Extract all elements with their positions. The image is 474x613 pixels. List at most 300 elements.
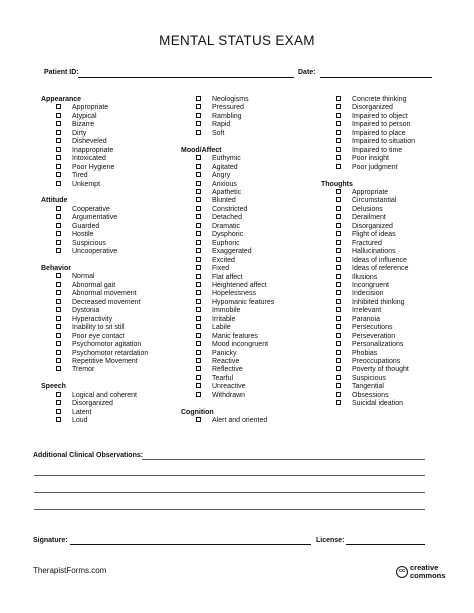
column-1 (41, 96, 148, 426)
checklist-item (181, 189, 274, 197)
checklist-item-label: Tremor (72, 366, 95, 374)
checklist-item (41, 307, 148, 315)
checklist-item-label: Paranoia (352, 315, 381, 323)
checklist-item (181, 265, 274, 273)
checkbox[interactable] (56, 316, 61, 321)
section-heading-attitude: Attitude (41, 197, 68, 205)
checklist-item-label: Hopelessness (212, 290, 256, 298)
checkbox[interactable] (196, 383, 201, 388)
license-field[interactable] (346, 544, 425, 545)
license-label: License: (316, 537, 345, 544)
checklist-item (41, 164, 148, 172)
checklist-item (41, 223, 148, 231)
checkbox[interactable] (56, 206, 61, 211)
checkbox[interactable] (56, 282, 61, 287)
checkbox[interactable] (56, 417, 61, 422)
checkbox[interactable] (196, 265, 201, 270)
checklist-item (181, 206, 274, 214)
section-heading-behavior: Behavior (41, 265, 71, 273)
checklist-item-label: Ideas of influence (352, 256, 407, 264)
checklist-item (41, 358, 148, 366)
checklist-item-label: Disorganized (352, 104, 393, 112)
checkbox[interactable] (56, 138, 61, 143)
cc-line1: creative (410, 563, 439, 572)
checkbox[interactable] (336, 383, 341, 388)
checkbox[interactable] (336, 265, 341, 270)
checkbox[interactable] (336, 231, 341, 236)
checklist-item (321, 138, 415, 146)
checklist-item (321, 113, 415, 121)
checklist-item (181, 223, 274, 231)
observations-line-1[interactable] (142, 459, 425, 460)
checkbox[interactable] (56, 121, 61, 126)
checkbox[interactable] (196, 307, 201, 312)
checklist-item-label: Soft (212, 129, 225, 137)
patient-id-field[interactable] (78, 77, 294, 78)
checklist-item-label: Hallucinations (352, 248, 396, 256)
checklist-item (321, 104, 415, 112)
checklist-item-label: Unreactive (212, 383, 246, 391)
checkbox[interactable] (196, 104, 201, 109)
checkbox[interactable] (336, 130, 341, 135)
checklist-item-label: Dystonia (72, 307, 100, 315)
checklist-item (321, 400, 415, 408)
checkbox[interactable] (56, 366, 61, 371)
checklist-item-label: Tearful (212, 374, 234, 382)
checklist-item (41, 366, 148, 374)
checklist-item (181, 375, 274, 383)
checkbox[interactable] (56, 299, 61, 304)
checkbox[interactable] (56, 273, 61, 278)
checkbox[interactable] (336, 223, 341, 228)
checkbox[interactable] (196, 341, 201, 346)
checkbox[interactable] (336, 147, 341, 152)
checklist-item-label: Impaired to place (352, 129, 406, 137)
checklist-item (41, 113, 148, 121)
page-title: MENTAL STATUS EXAM (159, 33, 315, 48)
checklist-item-label: Flight of ideas (352, 231, 396, 239)
checklist-item-label: Exaggerated (212, 248, 252, 256)
checklist-item-label: Concrete thinking (352, 96, 407, 103)
checklist-item-label: Agitated (212, 163, 238, 171)
checkbox[interactable] (56, 155, 61, 160)
checkbox[interactable] (336, 290, 341, 295)
section-heading-cognition: Cognition (181, 408, 214, 416)
checkbox[interactable] (336, 206, 341, 211)
checkbox[interactable] (336, 324, 341, 329)
checklist-item-label: Personalizations (352, 341, 404, 349)
checklist-item (181, 341, 274, 349)
checklist-item-label: Reflective (212, 366, 243, 374)
checklist-item (181, 316, 274, 324)
checklist-item (41, 138, 148, 146)
observations-line-3[interactable] (34, 492, 425, 493)
checklist-item-label: Uncooperative (72, 248, 118, 256)
checklist-item (181, 155, 274, 163)
checklist-item (321, 375, 415, 383)
checklist-item (181, 366, 274, 374)
checkbox[interactable] (336, 366, 341, 371)
checklist-item (321, 350, 415, 358)
checklist-item-label: Suspicious (352, 374, 386, 382)
checklist-item-label: Tangential (352, 383, 384, 391)
checkbox[interactable] (196, 231, 201, 236)
cc-line2: commons (410, 571, 446, 580)
checklist-item (41, 392, 148, 400)
checklist-item-label: Abnormal gait (72, 281, 116, 289)
checklist-item (321, 223, 415, 231)
checkbox[interactable] (56, 392, 61, 397)
checklist-item (41, 299, 148, 307)
checkbox[interactable] (196, 223, 201, 228)
checkbox[interactable] (196, 299, 201, 304)
checkbox[interactable] (56, 147, 61, 152)
checklist-item (321, 206, 415, 214)
checkbox[interactable] (196, 214, 201, 219)
checklist-item (181, 121, 274, 129)
checkbox[interactable] (196, 316, 201, 321)
checklist-item-label: Disorganized (72, 400, 113, 408)
checklist-item (181, 350, 274, 358)
cc-icon: cc (396, 566, 408, 578)
checkbox[interactable] (336, 113, 341, 118)
checklist-item (321, 96, 415, 104)
checkbox[interactable] (336, 299, 341, 304)
checkbox[interactable] (336, 189, 341, 194)
section-heading-speech: Speech (41, 383, 66, 391)
checkbox[interactable] (56, 248, 61, 253)
checklist-item-label: Poor Hygiene (72, 163, 115, 171)
checkbox[interactable] (56, 223, 61, 228)
checkbox[interactable] (336, 341, 341, 346)
checkbox[interactable] (336, 316, 341, 321)
checklist-item-label: Abnormal movement (72, 290, 137, 298)
checkbox[interactable] (56, 409, 61, 414)
checklist-item-label: Euphoric (212, 239, 240, 247)
checkbox[interactable] (196, 197, 201, 202)
checklist-item-label: Euthymic (212, 155, 241, 163)
checklist-item-label: Rambling (212, 112, 242, 120)
checklist-item-label: Anxious (212, 180, 237, 188)
checklist-item (181, 324, 274, 332)
checklist-item (321, 392, 415, 400)
checklist-item-label: Pressured (212, 104, 244, 112)
checklist-item-label: Inability to sit still (72, 324, 125, 332)
checkbox[interactable] (336, 274, 341, 279)
checklist-item (321, 257, 415, 265)
checkbox[interactable] (336, 104, 341, 109)
checkbox[interactable] (196, 206, 201, 211)
checkbox[interactable] (196, 290, 201, 295)
checklist-item (181, 417, 274, 425)
checkbox[interactable] (196, 96, 201, 101)
checklist-item (41, 316, 148, 324)
checklist-item-label: Appropriate (72, 104, 109, 112)
checklist-item (321, 366, 415, 374)
checklist-item-label: Suspicious (72, 239, 106, 247)
checklist-item (41, 214, 148, 222)
checklist-item-label: Dirty (72, 129, 87, 137)
checklist-item (321, 147, 415, 155)
checkbox[interactable] (336, 333, 341, 338)
checkbox[interactable] (336, 375, 341, 380)
checklist-item (41, 282, 148, 290)
checklist-item (321, 231, 415, 239)
section-heading-thoughts: Thoughts (321, 180, 353, 188)
checklist-item-label: Manic features (212, 332, 258, 340)
checklist-item (41, 121, 148, 129)
checklist-item (41, 273, 148, 281)
checkbox[interactable] (196, 240, 201, 245)
checkbox[interactable] (336, 358, 341, 363)
checklist-item (321, 358, 415, 366)
checkbox[interactable] (336, 214, 341, 219)
checklist-item (321, 274, 415, 282)
signature-field[interactable] (70, 544, 311, 545)
observations-line-4[interactable] (34, 509, 425, 510)
checkbox[interactable] (196, 324, 201, 329)
checklist-item-label: Normal (72, 273, 95, 281)
checklist-item (321, 248, 415, 256)
checklist-item-label: Unkempt (72, 180, 101, 188)
checklist-item-label: Immobile (212, 307, 241, 315)
checklist-item (41, 400, 148, 408)
checklist-item-label: Indecision (352, 290, 384, 298)
checklist-item-label: Impaired to situation (352, 138, 416, 146)
checklist-item (321, 265, 415, 273)
checklist-item-label: Neologisms (212, 96, 249, 103)
checkbox[interactable] (336, 138, 341, 143)
checkbox[interactable] (196, 172, 201, 177)
checkbox[interactable] (56, 341, 61, 346)
checklist-item-label: Ideas of reference (352, 265, 409, 273)
checkbox[interactable] (56, 400, 61, 405)
checklist-item-label: Tired (72, 172, 88, 180)
checkbox[interactable] (196, 155, 201, 160)
checkbox[interactable] (336, 240, 341, 245)
checklist-item (181, 104, 274, 112)
checklist-item-label: Mood incongruent (212, 341, 269, 349)
checkbox[interactable] (56, 240, 61, 245)
checkbox[interactable] (336, 282, 341, 287)
checkbox[interactable] (56, 130, 61, 135)
checklist-item (181, 172, 274, 180)
checklist-item-label: Suicidal ideation (352, 400, 403, 408)
checklist-item (181, 290, 274, 298)
checklist-item (181, 197, 274, 205)
checkbox[interactable] (196, 164, 201, 169)
checklist-item-label: Inhibited thinking (352, 298, 405, 306)
checklist-item-label: Blunted (212, 197, 236, 205)
checkbox[interactable] (196, 130, 201, 135)
checkbox[interactable] (56, 324, 61, 329)
checklist-item-label: Apathetic (212, 188, 242, 196)
checklist-item-label: Argumentative (72, 214, 118, 222)
checklist-item (321, 307, 415, 315)
checkbox[interactable] (196, 248, 201, 253)
checklist-item (181, 130, 274, 138)
checklist-item-label: Reactive (212, 358, 240, 366)
checkbox[interactable] (56, 181, 61, 186)
checklist-item (41, 181, 148, 189)
date-label: Date: (298, 69, 316, 76)
checkbox[interactable] (336, 155, 341, 160)
checklist-item-label: Incongruent (352, 281, 389, 289)
checklist-item-label: Poor judgment (352, 163, 398, 171)
checkbox[interactable] (56, 104, 61, 109)
checkbox[interactable] (56, 214, 61, 219)
checklist-item (181, 231, 274, 239)
checklist-item-label: Poor eye contact (72, 332, 125, 340)
checklist-item (321, 130, 415, 138)
checklist-item (41, 409, 148, 417)
checklist-item-label: Circumstantial (352, 197, 397, 205)
checkbox[interactable] (336, 400, 341, 405)
checklist-item-label: Derailment (352, 214, 386, 222)
checklist-item-label: Impaired to object (352, 112, 408, 120)
checklist-item-label: Intoxicated (72, 155, 106, 163)
checklist-item-label: Poverty of thought (352, 366, 409, 374)
checklist-item (321, 299, 415, 307)
checklist-item-label: Perseveration (352, 332, 396, 340)
checklist-item-label: Impaired to time (352, 146, 403, 154)
checklist-item (41, 350, 148, 358)
checkbox[interactable] (56, 164, 61, 169)
checklist-item (41, 147, 148, 155)
checkbox[interactable] (196, 392, 201, 397)
checklist-item (41, 240, 148, 248)
checklist-item-label: Latent (72, 408, 92, 416)
checkbox[interactable] (336, 350, 341, 355)
checklist-item (321, 341, 415, 349)
checkbox[interactable] (196, 358, 201, 363)
checklist-item (181, 257, 274, 265)
checkbox[interactable] (196, 121, 201, 126)
checkbox[interactable] (196, 274, 201, 279)
checklist-item (181, 214, 274, 222)
creative-commons-logo (396, 564, 456, 582)
checklist-item-label: Fractured (352, 239, 382, 247)
checklist-item-label: Angry (212, 172, 231, 180)
checklist-item-label: Cooperative (72, 205, 110, 213)
observations-label: Additional Clinical Observations: (33, 452, 144, 459)
checklist-item (321, 240, 415, 248)
checklist-item-label: Loud (72, 417, 88, 425)
checklist-item-label: Alert and oriented (212, 417, 268, 425)
checklist-item-label: Withdrawn (212, 391, 246, 399)
checklist-item-label: Flat affect (212, 273, 243, 281)
checklist-item (41, 290, 148, 298)
checkbox[interactable] (336, 96, 341, 101)
checklist-item-label: Psychomotor retardation (72, 349, 149, 357)
checkbox[interactable] (56, 172, 61, 177)
checkbox[interactable] (196, 350, 201, 355)
checklist-item-label: Bizarre (72, 121, 95, 129)
observations-line-2[interactable] (34, 475, 425, 476)
checklist-item (321, 290, 415, 298)
checklist-item (41, 417, 148, 425)
checkbox[interactable] (196, 417, 201, 422)
checklist-item-label: Hypomanic features (212, 298, 275, 306)
checklist-item-label: Illusions (352, 273, 378, 281)
checklist-item (181, 248, 274, 256)
checklist-item-label: Hyperactivity (72, 315, 113, 323)
checklist-item-label: Irritable (212, 315, 236, 323)
checkbox[interactable] (196, 366, 201, 371)
checklist-item (181, 392, 274, 400)
checkbox[interactable] (336, 257, 341, 262)
checklist-item-label: Excited (212, 256, 235, 264)
footer-site: TherapistForms.com (33, 566, 107, 575)
checklist-item-label: Disorganized (352, 222, 393, 230)
checklist-item (41, 248, 148, 256)
checkbox[interactable] (196, 333, 201, 338)
cc-wordmark (410, 564, 445, 580)
checklist-item-label: Poor insight (352, 155, 389, 163)
checklist-item (41, 324, 148, 332)
checklist-item (181, 274, 274, 282)
checklist-item-label: Rapid (212, 121, 231, 129)
checklist-item-label: Detached (212, 214, 242, 222)
checkbox[interactable] (196, 113, 201, 118)
checkbox[interactable] (56, 350, 61, 355)
checklist-item (321, 282, 415, 290)
column-2 (181, 96, 274, 426)
checklist-item-label: Obsessions (352, 391, 389, 399)
checklist-item-label: Heightened affect (212, 281, 267, 289)
checkbox[interactable] (336, 307, 341, 312)
date-field[interactable] (320, 77, 432, 78)
checkbox[interactable] (196, 257, 201, 262)
signature-label: Signature: (33, 537, 68, 544)
checkbox[interactable] (196, 181, 201, 186)
checklist-item (41, 333, 148, 341)
checklist-item-label: Inappropriate (72, 146, 114, 154)
checklist-item (321, 189, 415, 197)
checkbox[interactable] (56, 231, 61, 236)
checklist-item-label: Hostile (72, 231, 94, 239)
checkbox[interactable] (196, 375, 201, 380)
checkbox[interactable] (56, 290, 61, 295)
checklist-item-label: Irrelevant (352, 307, 382, 315)
checkbox[interactable] (336, 392, 341, 397)
section-heading-mood-affect: Mood/Affect (181, 146, 222, 154)
section-heading-appearance: Appearance (41, 96, 82, 103)
checklist-item (181, 333, 274, 341)
checklist-item (321, 214, 415, 222)
checkbox[interactable] (336, 248, 341, 253)
checklist-item-label: Panicky (212, 349, 237, 357)
checklist-item-label: Impaired to person (352, 121, 411, 129)
checklist-item (41, 341, 148, 349)
checkbox[interactable] (336, 164, 341, 169)
checklist-item-label: Atypical (72, 112, 97, 120)
checkbox[interactable] (196, 282, 201, 287)
checkbox[interactable] (56, 358, 61, 363)
checklist-item (321, 155, 415, 163)
checklist-item-label: Dramatic (212, 222, 241, 230)
checkbox[interactable] (196, 189, 201, 194)
checklist-item-label: Labile (212, 324, 231, 332)
checklist-item (181, 240, 274, 248)
checklist-item-label: Logical and coherent (72, 391, 137, 399)
checkbox[interactable] (336, 197, 341, 202)
checkbox[interactable] (336, 121, 341, 126)
checklist-item (181, 96, 274, 104)
checkbox[interactable] (56, 113, 61, 118)
checkbox[interactable] (56, 307, 61, 312)
checkbox[interactable] (56, 333, 61, 338)
